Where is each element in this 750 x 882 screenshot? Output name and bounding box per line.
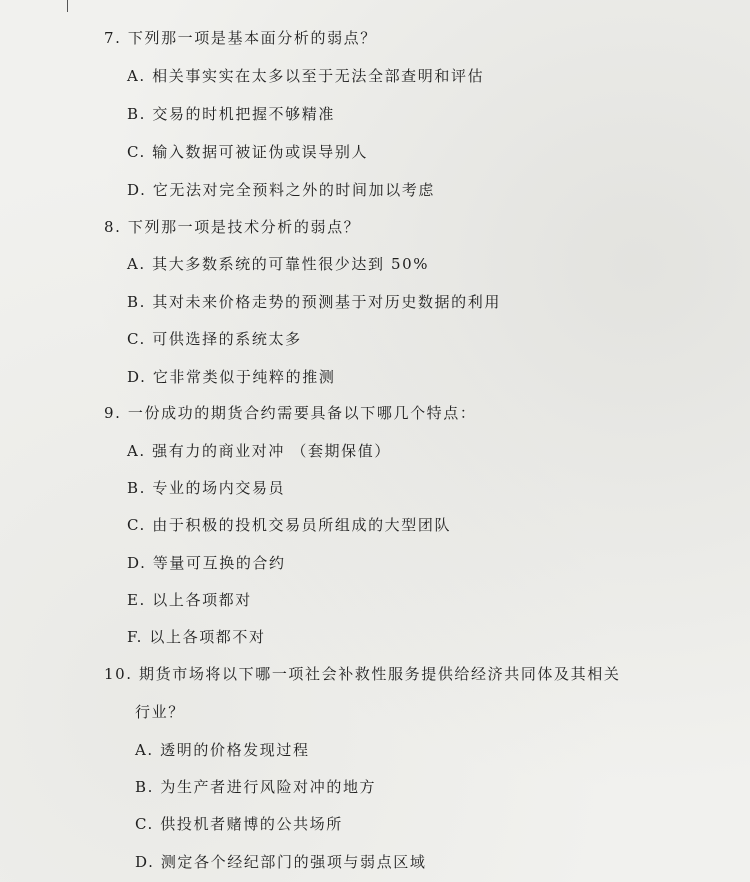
question-10-stem: 10. 期货市场将以下哪一项社会补救性服务提供给经济共同体及其相关 (104, 665, 621, 683)
question-9-option-d: D. 等量可互换的合约 (127, 554, 286, 572)
question-8-stem: 8. 下列那一项是技术分析的弱点？ (104, 218, 361, 236)
question-9-option-a: A. 强有力的商业对冲 （套期保值） (127, 442, 391, 460)
question-10-option-b: B. 为生产者进行风险对冲的地方 (135, 778, 377, 796)
question-8-option-b: B. 其对未来价格走势的预测基于对历史数据的利用 (127, 293, 501, 311)
question-7-stem: 7. 下列那一项是基本面分析的弱点？ (104, 29, 377, 47)
question-10-stem-continued: 行业？ (135, 703, 185, 721)
question-10-option-a: A. 透明的价格发现过程 (135, 741, 310, 759)
question-7-option-d: D. 它无法对完全预料之外的时间加以考虑 (127, 181, 436, 199)
page-edge-mark (67, 0, 68, 12)
question-8-option-d: D. 它非常类似于纯粹的推测 (127, 368, 336, 386)
question-9-option-e: E. 以上各项都对 (127, 591, 252, 609)
question-10-option-c: C. 供投机者赌博的公共场所 (135, 815, 343, 833)
question-7-option-a: A. 相关事实实在太多以至于无法全部查明和评估 (127, 67, 485, 85)
question-8-option-a: A. 其大多数系统的可靠性很少达到 50% (127, 255, 430, 273)
question-8-option-c: C. 可供选择的系统太多 (127, 330, 302, 348)
question-9-option-b: B. 专业的场内交易员 (127, 479, 286, 497)
question-9-stem: 9. 一份成功的期货合约需要具备以下哪几个特点： (104, 404, 477, 422)
question-7-option-b: B. 交易的时机把握不够精准 (127, 105, 335, 123)
question-7-option-c: C. 输入数据可被证伪或误导别人 (127, 143, 369, 161)
question-9-option-c: C. 由于积极的投机交易员所组成的大型团队 (127, 516, 452, 534)
question-9-option-f: F. 以上各项都不对 (127, 628, 266, 646)
question-10-option-d: D. 测定各个经纪部门的强项与弱点区域 (135, 853, 427, 871)
